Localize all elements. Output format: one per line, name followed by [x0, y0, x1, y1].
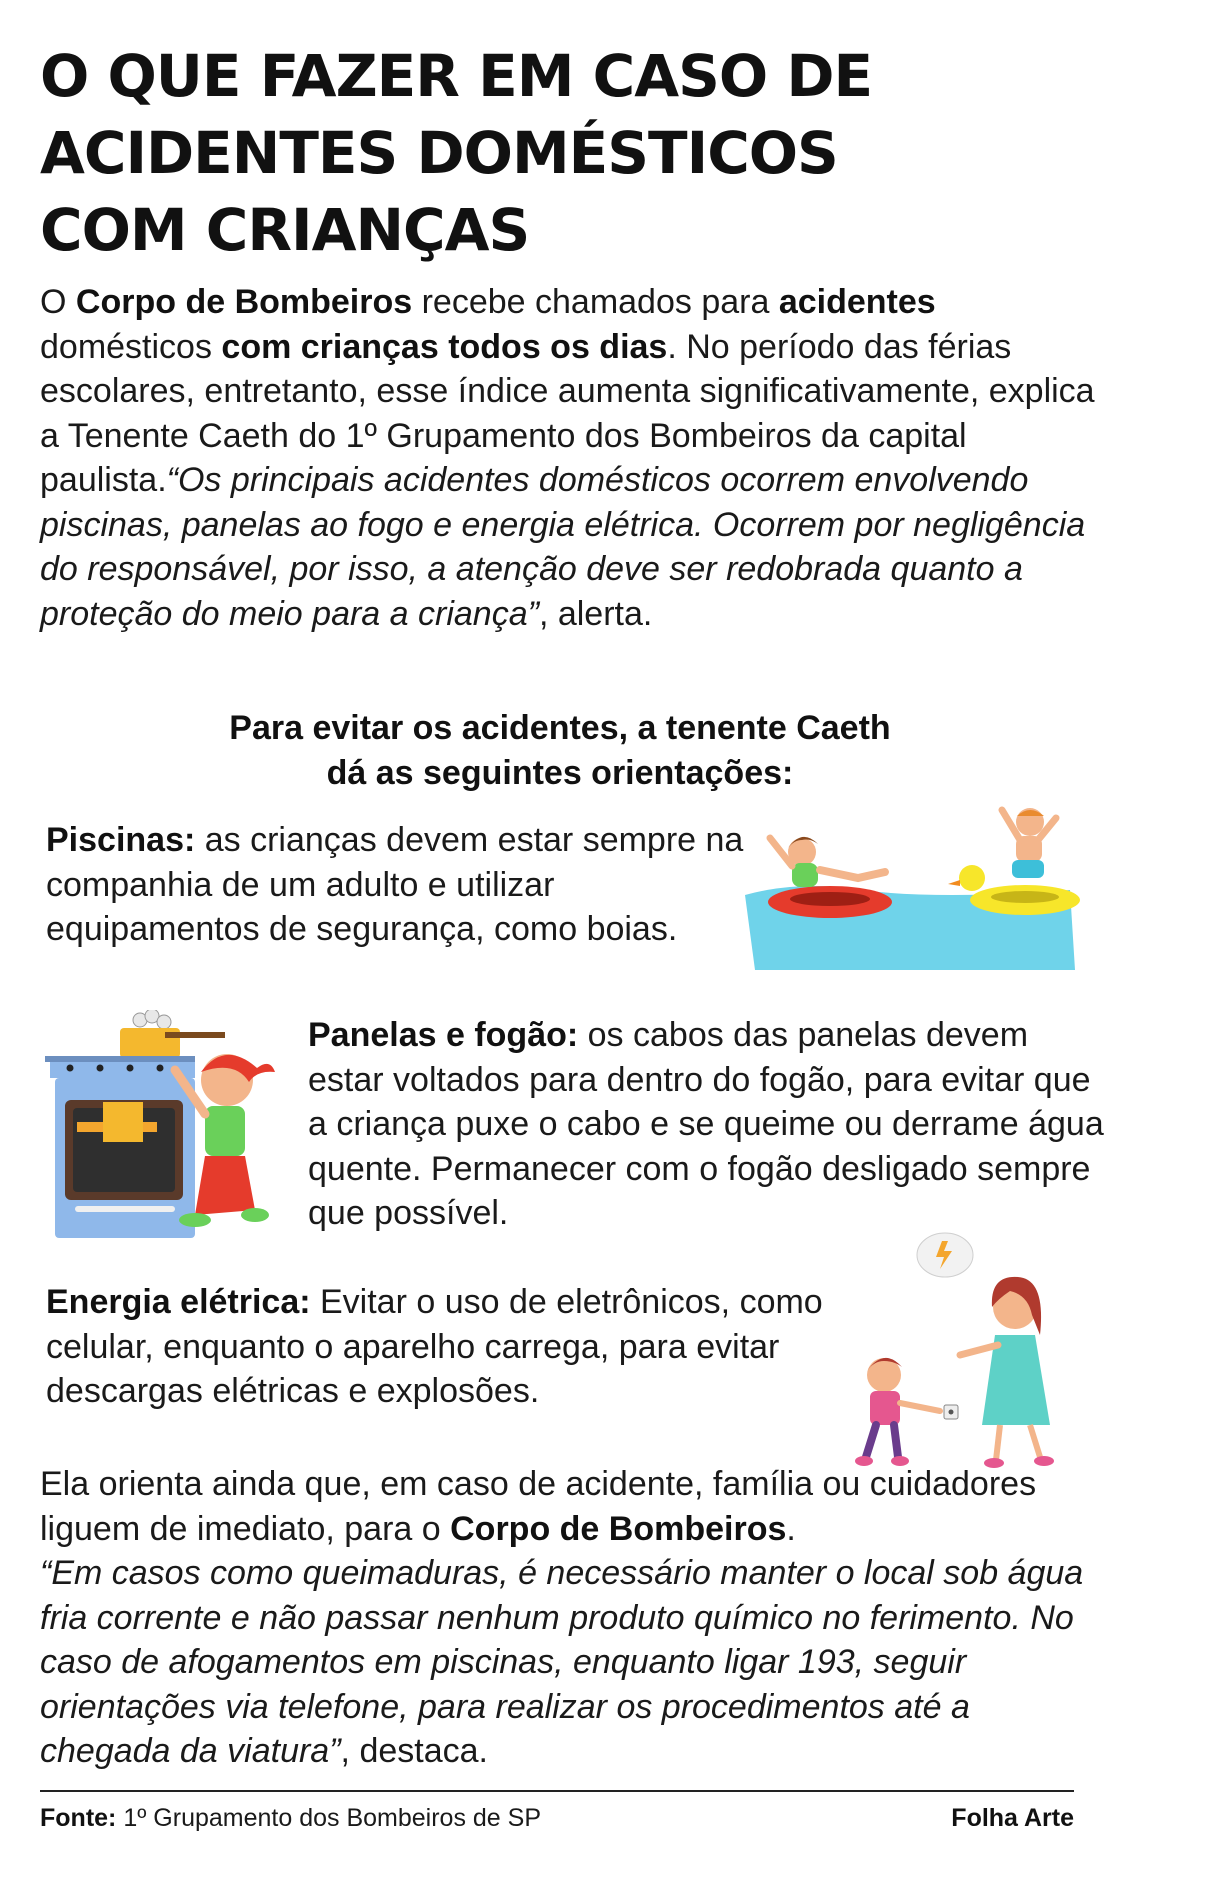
pools-label: Piscinas: — [46, 821, 196, 859]
footer-credit: Folha Arte — [951, 1804, 1074, 1832]
intro-bold-2: acidentes — [778, 283, 936, 321]
outro-text-3: , destaca. — [340, 1732, 488, 1770]
subheading-line-2: dá as seguintes orientações: — [326, 754, 794, 792]
section-subheading — [40, 706, 1080, 796]
child-at-stove-icon — [45, 1010, 285, 1240]
intro-quote: “Os principais acidentes domésticos ocorrem envolvendo piscinas, panelas ao fogo e energia elétrica. Ocorrem por negligência do responsável, por isso, a atenção deve ser redobrada quanto a proteção do meio para a criança” — [40, 461, 1086, 633]
stove-text: os cabos das panelas devem estar voltados para dentro do fogão, para evitar que a criança puxe o cabo e se queime ou derrame água quente. Permanecer com o fogão desligado sempre que possível. — [308, 1016, 1104, 1232]
source-text: 1º Grupamento dos Bombeiros de SP — [116, 1804, 542, 1832]
intro-bold-1: Corpo de Bombeiros — [75, 283, 413, 321]
pools-tip — [46, 818, 766, 952]
title-line-2: ACIDENTES DOMÉSTICOS — [40, 119, 838, 187]
outro-quote: “Em casos como queimaduras, é necessário manter o local sob água fria corrente e não passar nenhum produto químico no ferimento. No caso de afogamentos em piscinas, enquanto ligar 193, seguir orientações via telefone, para realizar os procedimentos até a chegada da viatura” — [40, 1554, 1084, 1770]
closing-paragraph — [40, 1462, 1100, 1774]
child-near-outlet-icon — [850, 1225, 1070, 1470]
pools-text: as crianças devem estar sempre na companhia de um adulto e utilizar equipamentos de segurança, como boias. — [46, 821, 744, 948]
outro-text-2: . — [786, 1509, 796, 1548]
source-label: Fonte: — [40, 1804, 117, 1832]
footer-divider — [40, 1790, 1074, 1792]
title-line-1: O QUE FAZER EM CASO DE — [40, 42, 873, 110]
children-swimming-icon — [740, 800, 1080, 970]
intro-text-4: . No período das férias escolares, entretanto, esse índice aumenta significativamente, explica a Tenente Caeth do 1º Grupamento dos Bombeiros da capital paulista. — [40, 327, 1095, 499]
title-line-3: COM CRIANÇAS — [40, 196, 530, 264]
intro-text-1: O — [40, 283, 76, 321]
intro-text-3: domésticos — [40, 327, 222, 366]
footer-source — [40, 1803, 541, 1833]
intro-bold-3: com crianças todos os dias — [221, 327, 668, 366]
outro-bold-1: Corpo de Bombeiros — [450, 1509, 787, 1548]
stove-label: Panelas e fogão: — [308, 1016, 579, 1054]
intro-paragraph — [40, 280, 1100, 636]
outro-text-1: Ela orienta ainda que, em caso de acidente, família ou cuidadores liguem de imediato, para o — [40, 1465, 1037, 1548]
stove-tip — [308, 1013, 1108, 1236]
electric-tip — [46, 1280, 826, 1414]
electric-label: Energia elétrica: — [46, 1283, 311, 1321]
electric-text: Evitar o uso de eletrônicos, como celular, enquanto o aparelho carrega, para evitar descargas elétricas e explosões. — [46, 1283, 823, 1410]
intro-text-5: , alerta. — [538, 594, 653, 633]
page-title — [40, 38, 940, 269]
intro-text-2: recebe chamados para — [412, 283, 779, 321]
subheading-line-1: Para evitar os acidentes, a tenente Caeth — [229, 709, 891, 747]
